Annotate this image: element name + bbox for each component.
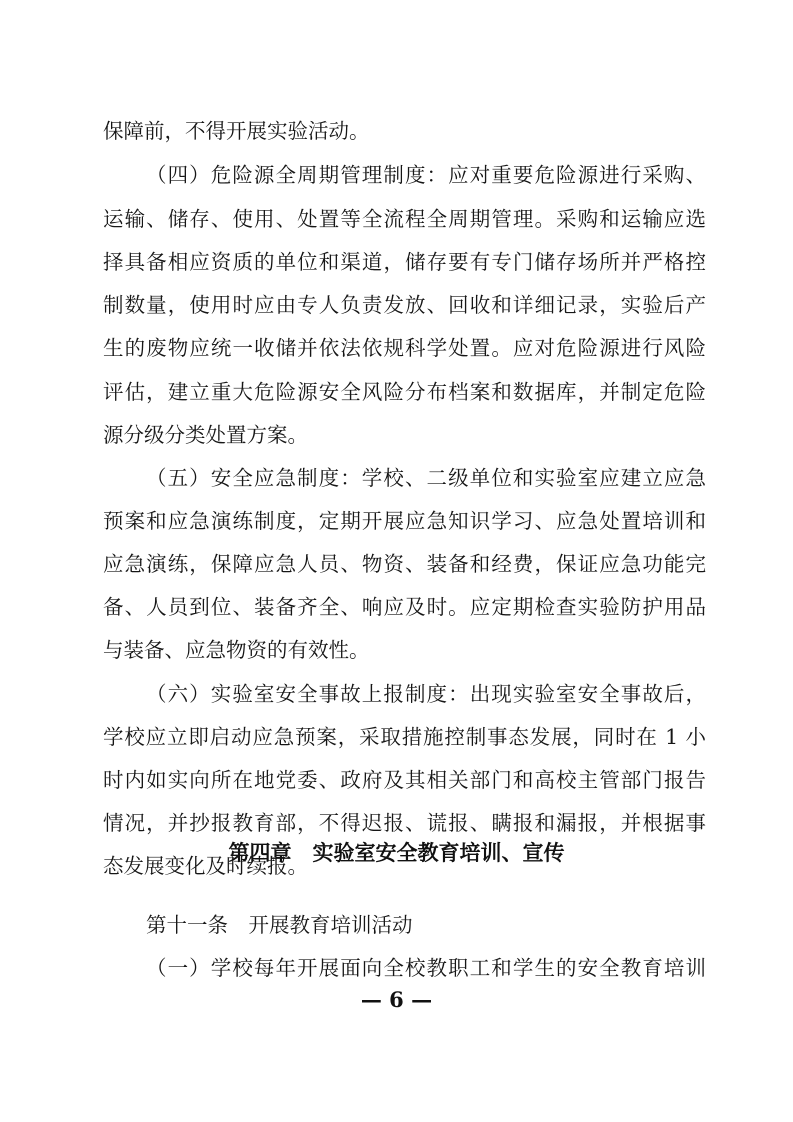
- body-text-line: 择具备相应资质的单位和渠道，储存要有专门储存场所并严格控: [103, 250, 706, 274]
- body-text-line: 运输、储存、使用、处置等全流程全周期管理。采购和运输应选: [103, 207, 706, 231]
- article-first-line: （一）学校每年开展面向全校教职工和学生的安全教育培训: [146, 956, 706, 980]
- paragraph-5-first-line: （五）安全应急制度：学校、二级单位和实验室应建立应急: [146, 466, 706, 490]
- body-text-line: 应急演练，保障应急人员、物资、装备和经费，保证应急功能完: [103, 552, 706, 576]
- body-text-line: 评估，建立重大危险源安全风险分布档案和数据库，并制定危险: [103, 380, 706, 404]
- body-text-line: 与装备、应急物资的有效性。: [103, 638, 370, 662]
- chapter-heading: 第四章 实验室安全教育培训、宣传: [228, 841, 565, 865]
- body-text-line: 情况，并抄报教育部，不得迟报、谎报、瞒报和漏报，并根据事: [103, 811, 706, 835]
- body-text-line: 保障前，不得开展实验活动。: [103, 119, 370, 143]
- body-text-line: 学校应立即启动应急预案，采取措施控制事态发展，同时在 1 小: [103, 725, 706, 749]
- paragraph-6-first-line: （六）实验室安全事故上报制度：出现实验室安全事故后，: [146, 682, 706, 706]
- body-text-line: 生的废物应统一收储并依法依规科学处置。应对危险源进行风险: [103, 336, 706, 360]
- body-text-line: 时内如实向所在地党委、政府及其相关部门和高校主管部门报告: [103, 768, 706, 792]
- article-title: 第十一条 开展教育培训活动: [146, 913, 413, 937]
- body-text-line: 态发展变化及时续报。: [103, 854, 308, 878]
- body-text-line: 预案和应急演练制度，定期开展应急知识学习、应急处置培训和: [103, 509, 706, 533]
- body-text-line: 制数量，使用时应由专人负责发放、回收和详细记录，实验后产: [103, 293, 706, 317]
- paragraph-4-first-line: （四）危险源全周期管理制度：应对重要危险源进行采购、: [146, 163, 706, 187]
- page-number: — 6 —: [360, 987, 433, 1012]
- body-text-line: 源分级分类处置方案。: [103, 423, 308, 447]
- body-text-line: 备、人员到位、装备齐全、响应及时。应定期检查实验防护用品: [103, 595, 706, 619]
